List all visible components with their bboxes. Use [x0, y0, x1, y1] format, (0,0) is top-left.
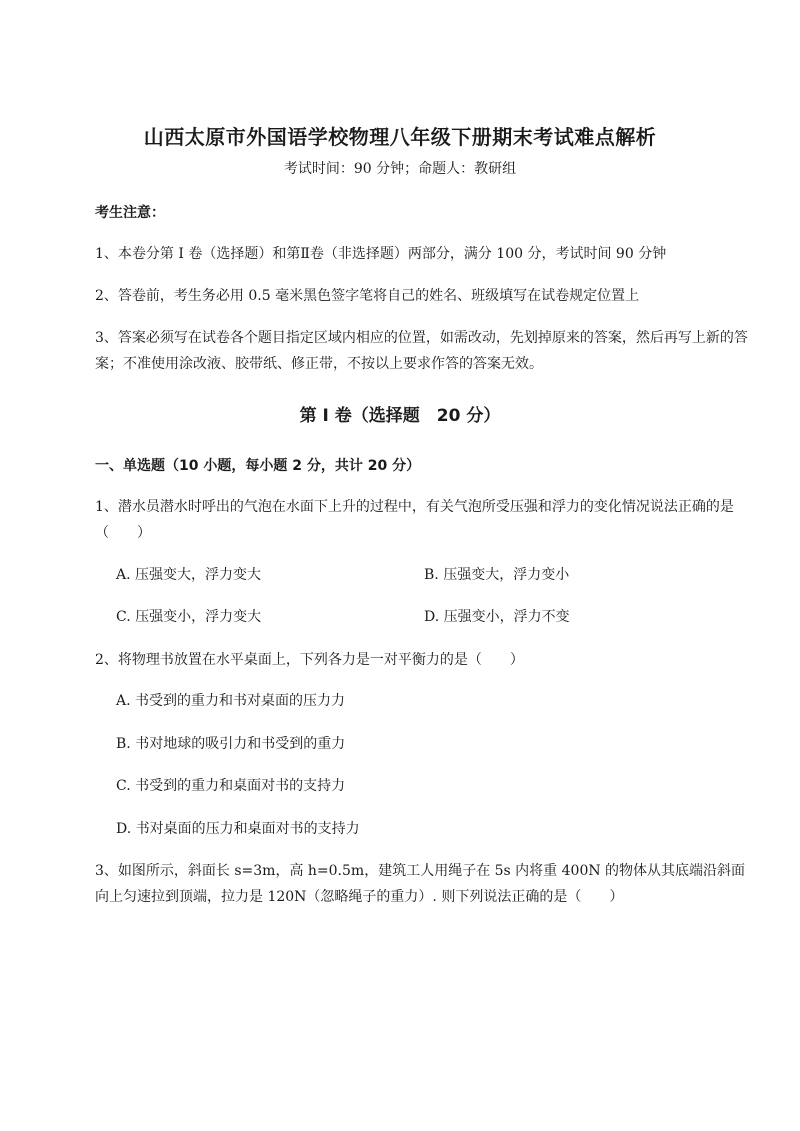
- question-3-stem: 3、如图所示，斜面长 s=3m，高 h=0.5m，建筑工人用绳子在 5s 内将重 400N 的物体从其底端沿斜面向上匀速拉到顶端，拉力是 120N（忽略绳子的重力）. 则下列说法正确的是（ ）: [95, 863, 746, 905]
- question-1-option-b: B. 压强变大，浮力变小: [424, 567, 570, 583]
- notice-item-2: 2、答卷前，考生务必用 0.5 毫米黑色签字笔将自己的姓名、班级填写在试卷规定位置上: [95, 288, 640, 304]
- section-title: 第 I 卷（选择题 20 分）: [299, 406, 501, 426]
- question-2-option-b: B. 书对地球的吸引力和书受到的重力: [116, 736, 346, 752]
- exam-title: 山西太原市外国语学校物理八年级下册期末考试难点解析: [143, 125, 657, 149]
- part-heading: 一、单选题（10 小题，每小题 2 分，共计 20 分）: [95, 458, 421, 474]
- question-2-option-c: C. 书受到的重力和桌面对书的支持力: [116, 778, 346, 794]
- question-1-option-c: C. 压强变小，浮力变大: [116, 609, 262, 625]
- question-2-option-d: D. 书对桌面的压力和桌面对书的支持力: [116, 821, 360, 837]
- notice-item-3: 3、答案必须写在试卷各个题目指定区域内相应的位置，如需改动，先划掉原来的答案，然后再写上新的答案；不准使用涂改液、胶带纸、修正带，不按以上要求作答的答案无效。: [95, 330, 748, 372]
- question-1-stem: 1、潜水员潜水时呼出的气泡在水面下上升的过程中，有关气泡所受压强和浮力的变化情况说法正确的是（ ）: [95, 499, 734, 541]
- notice-item-1: 1、本卷分第 I 卷（选择题）和第Ⅱ卷（非选择题）两部分，满分 100 分，考试时间 90 分钟: [95, 246, 667, 262]
- notice-heading: 考生注意：: [95, 205, 165, 221]
- question-2-option-a: A. 书受到的重力和书对桌面的压力力: [116, 693, 346, 709]
- question-1-option-a: A. 压强变大，浮力变大: [116, 567, 262, 583]
- question-1-option-d: D. 压强变小，浮力不变: [424, 609, 570, 625]
- exam-subtitle: 考试时间：90 分钟；命题人：教研组: [283, 161, 517, 177]
- question-2-stem: 2、将物理书放置在水平桌面上，下列各力是一对平衡力的是（ ）: [95, 652, 524, 668]
